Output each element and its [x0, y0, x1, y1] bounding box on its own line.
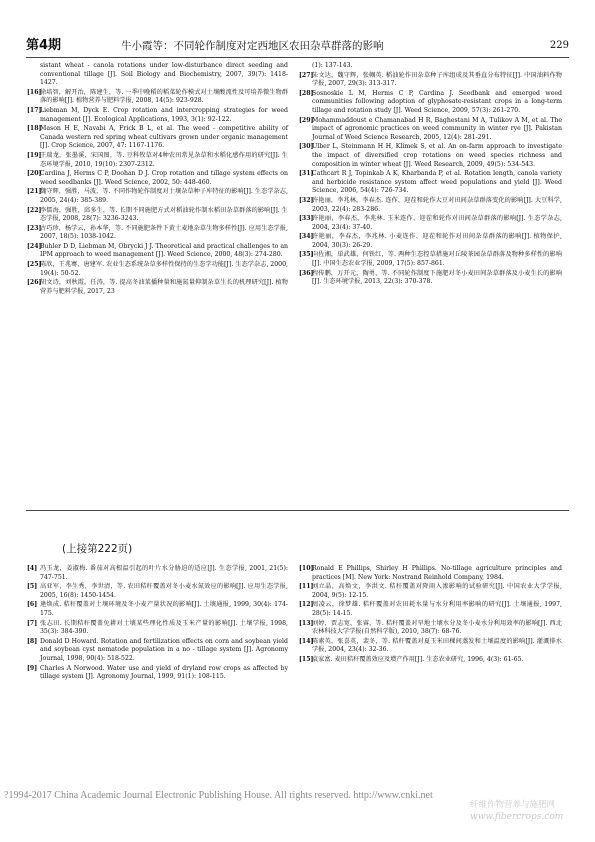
references-top-right — [299, 62, 562, 288]
reference-item — [27, 637, 288, 664]
reference-number: [35] — [299, 251, 314, 259]
reference-text: 袁家富. 麦田秸秆覆盖效应及增产作用[J]. 生态农业研究, 1996, 4(3): 61-65. — [312, 655, 524, 663]
reference-text: 逄焕成. 秸秆覆盖对土壤环境及冬小麦产量状况的影响[J]. 土壤通报, 1999, 30(4): 174-175. — [40, 601, 288, 617]
reference-item — [27, 583, 288, 600]
reference-item — [40, 62, 288, 88]
running-title: 牛小霞等：不同轮作制度对定西地区农田杂草群落的影响 — [121, 40, 384, 52]
reference-number: [29] — [299, 116, 314, 124]
reference-item — [299, 233, 562, 250]
reference-item — [27, 151, 288, 169]
reference-number: [4] — [27, 565, 38, 572]
reference-text: 徐培智，解开治，陈建生，等. 一季中晚稻的稻菜轮作模式对土壤酸流性及可培养微生物群落的影响[J]. 植物营养与肥料学报, 2008, 14(5): 923-928. — [40, 88, 288, 105]
reference-number: [16] — [27, 88, 42, 96]
reference-text: 许艳丽，李春杰，李兆林. 玉米连作、迎茬和轮作对田间杂草群落的影响[J]. 生态学杂志, 2004, 23(4): 37-40. — [312, 215, 562, 231]
watermark-text: 纤维作物营养与施肥网 — [470, 800, 556, 810]
reference-text: 陈素英，张喜英，裴冬，等. 秸秆覆盖对夏玉米田棵间蒸发和土壤温度的影响[J]. 灌溉排水学报, 2004, 23(4): 32-36. — [312, 637, 562, 654]
reference-text: Donald D Howard. Rotation and fertilization effects on corn and soybean yield and soybean cyst nematode population in a no - tillage system [J]. Agronomy Journal, 1998, 90(4): 518-522. — [40, 637, 288, 662]
reference-number: [34] — [299, 233, 314, 241]
reference-text: 程传鹏，万开元，陶勇，等. 不同轮作制度下施肥对冬小麦田间杂草群落及小麦生长的影响[J]. 生态环境学报, 2013, 22(3): 370-378. — [312, 269, 562, 286]
reference-text: Mason H E, Navabi A, Frick B L, et al. The weed - competitive ability of Canada western red spring wheat cultivars grown under organic management [J]. Crop Science, 2007, 47: 1167-1176. — [40, 125, 288, 150]
reference-text: 李儒海，强胜，邱多生，等. 长期不同施肥方式对稻油轮作制水稻田杂草群落的影响[J]. 生态学报, 2008, 28(7): 3236-3243. — [40, 206, 288, 223]
reference-number: [11] — [299, 583, 314, 591]
reference-item — [27, 565, 288, 582]
reference-item — [27, 125, 288, 151]
reference-text: Ronald E Phillips, Shirley H Phillips. No-tillage agriculture principles and practices [M]. New York: Nostrand Reinhold Company, 1984. — [312, 565, 562, 581]
reference-item — [27, 619, 288, 637]
reference-text: Sosnoskie L M, Herms C P, Cardina J. Seedbank and emerged weed communities following adoption of glyphosate-resistant crops in a long-term tillage and rotation study [J]. Weed Science, 2009, 57(3): 261-270. — [312, 89, 562, 114]
reference-item — [299, 619, 562, 637]
reference-number: [22] — [27, 206, 42, 214]
reference-text: 王瑞龙，张墨溪，宋国图，等. 豆科牧草对4种农田常见杂草和水稻化感作用的研究[J]. 生态环境学报, 2010, 19(10): 2307-2312. — [40, 151, 288, 168]
reference-item — [27, 601, 288, 618]
reference-number: [17] — [27, 106, 42, 114]
issue-number: 第4期 — [26, 38, 62, 53]
reference-text: 古巧珍，杨学云，孙本华，等. 不同施肥条件下黄土麦地杂草生物多样性[J]. 应用生态学报, 2007, 18(5): 1038-1042. — [40, 224, 288, 241]
reference-text: 许艳丽，李春杰，李兆林. 小麦连作、迎茬和轮作对田间杂草群落的影响[J]. 植物保护, 2004, 30(3): 26-29. — [312, 233, 562, 249]
reference-text: Cardina J, Herms C P, Doohan D J. Crop rotation and tillage system effects on weed seedbanks [J]. Weed Science, 2002, 50: 448-460. — [40, 170, 288, 186]
reference-text: 陈欣，王兆骞，唐建军. 农业生态系统杂草多样性保持的生态学功能[J]. 生态学杂志, 2000, 19(4): 50-52. — [40, 261, 288, 277]
reference-number: [36] — [299, 269, 314, 277]
header-rule — [26, 57, 569, 58]
reference-item — [27, 261, 288, 278]
reference-item — [27, 88, 288, 106]
reference-item — [299, 601, 562, 618]
reference-item — [27, 170, 288, 187]
reference-text: 周凌云，徐梦雄. 秸秆覆盖对农田耗水量与水分利用率影响的研究[J]. 土壤通报, 1997, 28(5): 14-15. — [312, 601, 562, 617]
reference-item — [299, 196, 562, 214]
reference-number: [8] — [27, 637, 38, 645]
reference-item — [299, 89, 562, 116]
reference-item — [299, 583, 562, 600]
references-top-left — [27, 62, 288, 297]
reference-number: [13] — [299, 619, 314, 627]
reference-number: [5] — [27, 583, 38, 591]
reference-item — [299, 116, 562, 143]
reference-item — [27, 188, 288, 205]
reference-text: (1): 137-143. — [312, 62, 353, 69]
reference-text: Ulber L, Steinmann H H, Klimek S, et al. An on-farm approach to investigate the impact of diversified crop rotations on weed species richness and composition in winter wheat [J]. Weed Research, 2009, 49(5): 534-543. — [312, 143, 562, 168]
reference-text: 许艳丽，李兆林，李春杰. 连作、迎茬和轮作大豆对田间杂草群落变化的影响[J]. 大豆科学, 2003, 22(4): 283-286. — [312, 196, 562, 213]
references-bottom-left — [27, 565, 288, 683]
reference-item — [27, 242, 288, 260]
reference-number: [23] — [27, 224, 42, 232]
reference-item — [27, 279, 288, 296]
section-divider — [26, 510, 569, 511]
continued-note: (上接第222页) — [62, 543, 133, 555]
reference-item — [312, 62, 562, 71]
reference-number: [32] — [299, 196, 314, 204]
reference-number: [28] — [299, 89, 314, 97]
reference-text: Charles A Norwood. Water use and yield of dryland row crops as affected by tillage system [J]. Agronomy Journal, 1999, 91(1): 108-115. — [40, 664, 288, 681]
page-footer — [0, 778, 595, 838]
reference-text: Buhler D D, Liebman M, Obrycki J J. Theoretical and practical challenges to an IPM approach to weed management [J]. Weed Science, 2000, 48(3): 274-280. — [40, 242, 288, 259]
reference-text: 高亚军，李生秀，李世清，等. 农田秸秆覆盖对冬小麦水氮效应的影响[J]. 应用生态学报, 2005, 16(8): 1450-1454. — [40, 583, 288, 599]
reference-number: [30] — [299, 143, 314, 151]
reference-item — [299, 269, 562, 287]
reference-text: 冯玉龙，姜淑梅. 番茄对高根温引起的叶片水分胁迫的适应[J]. 生态学报, 2001, 21(5): 747-751. — [40, 565, 288, 581]
reference-item — [27, 106, 288, 124]
reference-item — [27, 206, 288, 224]
reference-number: [25] — [27, 261, 42, 269]
reference-item — [299, 215, 562, 232]
reference-item — [27, 664, 288, 682]
reference-text: 刘婷，贾志宽，张睿，等. 秸秆覆盖对旱地土壤水分及冬小麦水分利用效率的影响[J]. 西北农林科技大学学报(自然科学版), 2010, 38(7): 68-76. — [312, 619, 562, 636]
reference-text: Liebman M, Dyck E. Crop rotation and intercropping strategies for weed management [J]. Ecological Applications, 1993, 3(1): 92-122. — [40, 106, 288, 123]
copyright-line: ?1994-2017 China Academic Journal Electronic Publishing House. All rights reserved. http://www.cnki.net — [4, 790, 433, 801]
reference-text: 胡文诗，刘秋霞，任涛，等. 提高冬油菜播种量和施氮量抑制杂草生长的机理研究[J]. 植物营养与肥料学报, 2017, 23 — [40, 279, 288, 295]
reference-item — [299, 637, 562, 655]
reference-text: Cathcart R J, Topinkab A K, Kharbanda P, et al. Rotation length, canola variety and herbicide resistance system affect weed populations and yield [J]. Weed Science, 2006, 54(4): 726-734. — [312, 170, 562, 195]
reference-text: 刘立晶，高焕文，李洪文. 秸秆覆盖对降雨入渗影响的试验研究[J]. 中国农业大学学报, 2004, 9(5): 12-15. — [312, 583, 562, 599]
watermark-url: www.fibercrops.com — [470, 812, 564, 822]
reference-number: [33] — [299, 215, 314, 223]
reference-number: [12] — [299, 601, 314, 609]
reference-number: [27] — [299, 71, 314, 79]
reference-item — [299, 71, 562, 89]
reference-item — [299, 565, 562, 582]
reference-number: [19] — [27, 151, 42, 159]
reference-number: [20] — [27, 170, 42, 178]
reference-text: Mohammaddoust e Chamanabad H R, Baghestani M A, Tulikov A M, et al. The impact of agronomic practices on weed community in winter rye [J]. Pakistan Journal of Weed Science Research, 2005, 12(4): 281-291. — [312, 116, 562, 141]
page-number: 229 — [549, 40, 569, 51]
reference-number: [15] — [299, 655, 314, 663]
reference-number: [31] — [299, 170, 314, 178]
reference-number: [21] — [27, 188, 42, 196]
reference-number: [26] — [27, 279, 42, 287]
reference-number: [9] — [27, 664, 38, 672]
reference-number: [10] — [299, 565, 314, 572]
reference-number: [18] — [27, 125, 42, 133]
references-bottom-right — [299, 565, 562, 666]
reference-item — [27, 224, 288, 242]
page-header — [26, 32, 569, 54]
reference-text: 张志田. 长期秸秆覆盖免耕对土壤某些理化性质及玉米产量的影响[J]. 土壤学报, 1998, 35(3): 384-390. — [40, 619, 288, 636]
reference-item — [299, 143, 562, 169]
reference-item — [299, 251, 562, 268]
reference-text: 魏守辉，强胜，马波，等. 不同作物轮作制度对土壤杂草种子库特征的影响[J]. 生态学杂志, 2005, 24(4): 385-389. — [40, 188, 288, 204]
reference-text: 向佐湘，単武雄，何铁红，等. 两种生态控草措施对丘陵茶园杂草群落及物种多样性的影响[J]. 中国生态农业学报, 2009, 17(5): 857-861. — [312, 251, 562, 268]
reference-text: 朱文达，魏守辉，张帼英. 稻油轮作田杂草种子库组成及其垂直分布特征[J]. 中国油料作物学报, 2007, 29(3): 313-317. — [312, 71, 562, 88]
reference-number: [24] — [27, 242, 42, 250]
reference-text: sistant wheat - canola rotations under low-disturbance direct seeding and conventional tillage [J]. Soil Biology and Biochemistry, 2007, 39(7): 1418-1427. — [40, 62, 288, 87]
reference-number: [7] — [27, 619, 38, 627]
reference-item — [299, 655, 562, 665]
reference-number: [6] — [27, 601, 38, 609]
reference-number: [14] — [299, 637, 314, 645]
reference-item — [299, 170, 562, 196]
